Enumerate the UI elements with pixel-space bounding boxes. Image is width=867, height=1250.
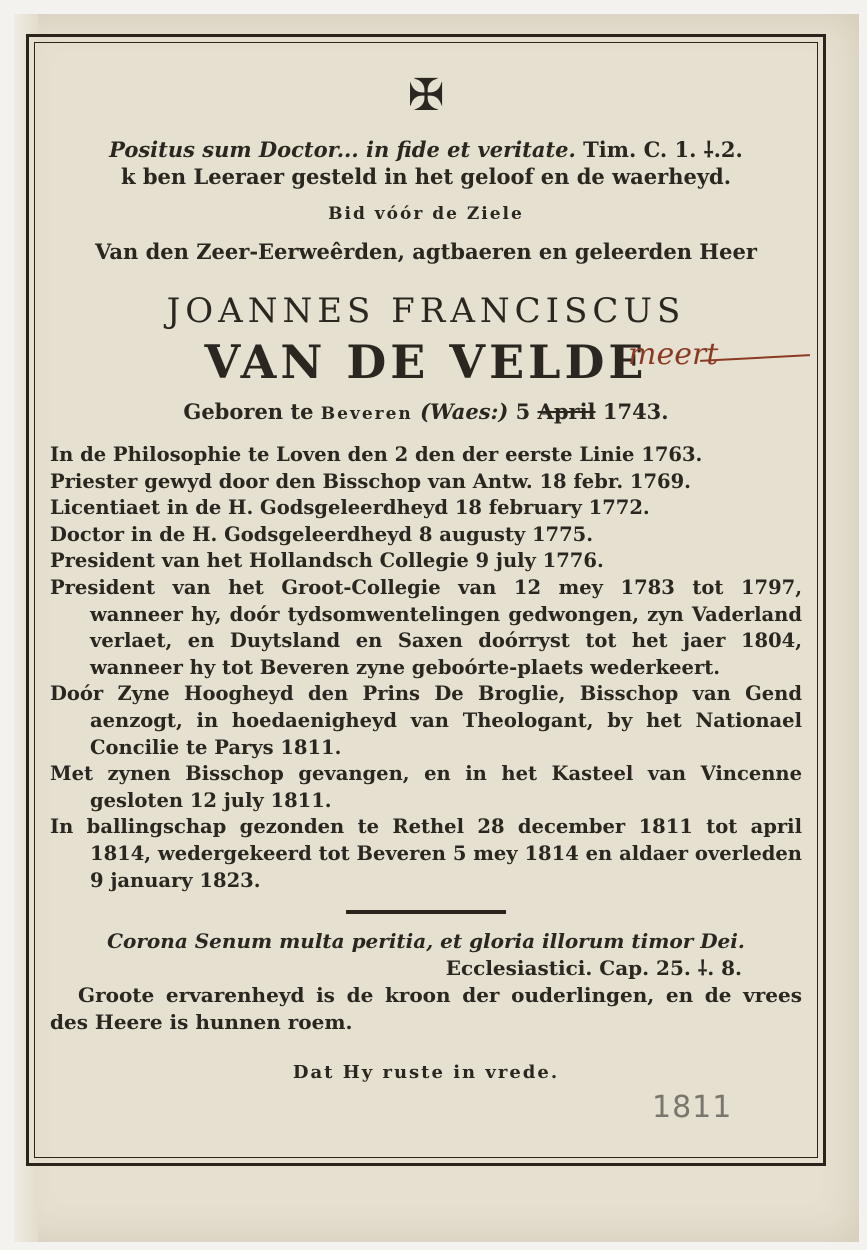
born-year: 1743. [602,399,669,424]
pencil-note: 1811 [652,1090,733,1125]
bio-entry: Licentiaet in de H. Godsgeleerdheyd 18 february 1772. [50,496,650,520]
bio-entry: President van het Groot-Collegie van 12 mey 1783 tot 1797, wanneer hy, doór tydsomwentelingen gedwongen, zyn Vaderland verlaet, en Duytsland en Saxen doórryst tot het jaer 1804, wanneer hy tot Beveren zyne geboórte-plaets wederkeert. [50,575,802,679]
biography [50,442,802,894]
pray-for-heading: Bid vóór de Ziele [328,204,524,224]
bio-entry: President van het Hollandsch Collegie 9 july 1776. [50,549,604,573]
card-content [50,70,802,1083]
epigraph-ref: Tim. C. 1. ⸸.2. [583,137,743,162]
birth-line [50,399,802,424]
name-last-line [50,335,802,389]
born-prefix: Geboren te [183,399,314,424]
epigraph-dutch: k ben Leeraer gesteld in het geloof en de waerheyd. [120,164,732,189]
epigraph-latin: Positus sum Doctor... in fide et veritate. [109,137,576,162]
bio-entry: Doctor in de H. Godsgeleerdheyd 8 augusty 1775. [50,522,594,546]
born-region: (Waes:) [420,399,509,424]
epigraph-latin-line [50,136,802,163]
closing-quote [50,928,802,1036]
title-line: Van den Zeer-Eerweêrden, agtbaeren en geleerden Heer [95,239,757,264]
bio-entry: Met zynen Bisschop gevangen, en in het Kasteel van Vincenne gesloten 12 july 1811. [50,762,802,812]
bio-entry: Priester gewyd door den Bisschop van Antw. 18 febr. 1769. [50,469,691,493]
born-place: Beveren [320,404,413,424]
handwritten-addition: meert [628,337,719,372]
born-day: 5 [515,399,531,424]
final-line: Dat Hy ruste in vrede. [292,1062,560,1084]
name-first: JOANNES FRANCISCUS [166,291,686,331]
bio-entry: Doór Zyne Hoogheyd den Prins De Broglie, Bisschop van Gend aenzogt, in hoedaenigheyd van Theologant, by het Nationael Concilie te Parys 1811. [50,682,802,759]
divider [346,910,506,914]
name-last: VAN DE VELDE [204,335,648,389]
closing-ref: Ecclesiastici. Cap. 25. ⸸. 8. [445,956,742,981]
closing-dutch: Groote ervarenheyd is de kroon der ouderlingen, en de vrees des Heere is hunnen roem. [50,983,802,1035]
closing-latin: Corona Senum multa peritia, et gloria illorum timor Dei. [107,929,745,954]
bio-entry: In de Philosophie te Loven den 2 den der eerste Linie 1763. [50,443,703,466]
born-month-struck: April [537,399,596,424]
cross-icon: ✠ [407,70,445,121]
bio-entry: In ballingschap gezonden te Rethel 28 december 1811 tot april 1814, wedergekeerd tot Beveren 5 mey 1814 en aldaer overleden 9 january 1823. [50,815,802,892]
